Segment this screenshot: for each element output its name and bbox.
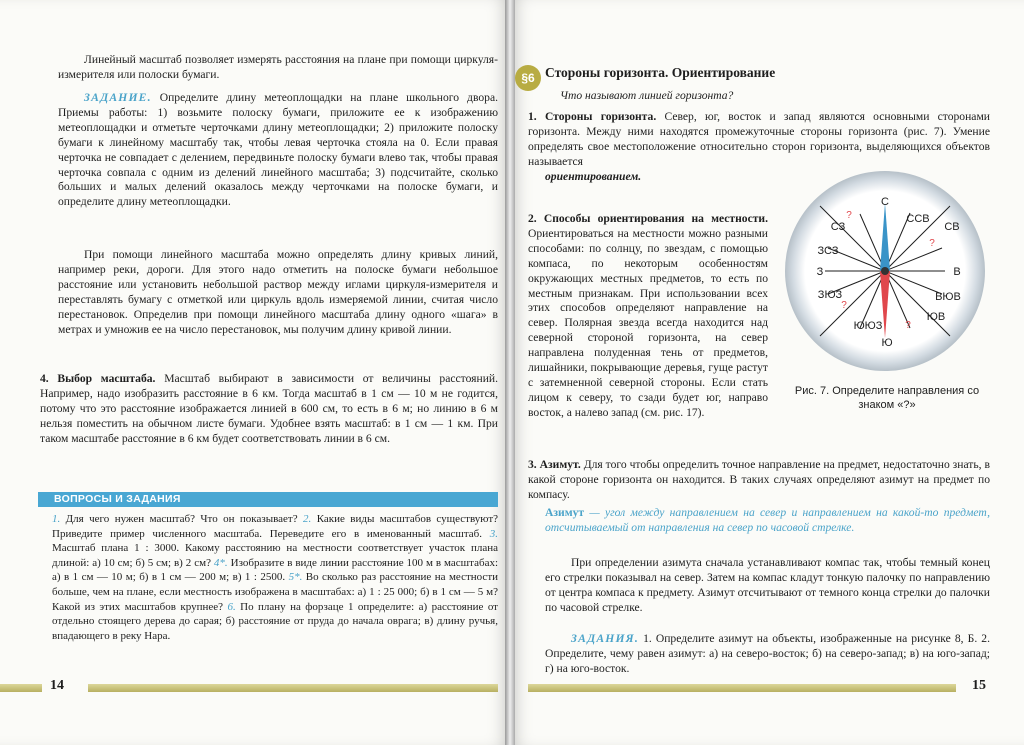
compass-rose-figure <box>780 168 990 380</box>
section-3-text: Для того чтобы определить точное направление на предмет, недостаточно знать, в какой стороне горизонта он находится. В таких случаях определяют азимут на предмет по компасу. <box>528 458 990 501</box>
chapter-title: Стороны горизонта. Ориентирование <box>545 65 776 80</box>
section-2-label: 2. Способы ориентирования на местности. <box>528 212 768 225</box>
question-mark-nnw: ? <box>846 210 852 221</box>
section-3-label: 3. Азимут. <box>528 458 581 471</box>
section-1-text: Север, юг, восток и запад являются основными сторонами горизонта. Между ними находятся промежуточные стороны горизонта (рис. 7). Умение определять свое местоположение относительно сторон горизонта, выделяющихся объектов называется <box>528 110 990 168</box>
label-n: С <box>881 196 889 208</box>
questions-list <box>52 512 498 643</box>
question-text: Во сколько раз расстояние на местности больше, чем на плане, если местность изображена в масштабах: а) 1 : 25 000; б) в 1 см — 5 м? Какой из этих масштабов крупнее? <box>52 571 499 613</box>
label-ssw: ЮЮЗ <box>853 320 883 332</box>
label-s: Ю <box>881 337 893 349</box>
question-number: 4*. <box>213 556 228 569</box>
question-number: 5*. <box>288 571 303 584</box>
question-text: По плану на форзаце 1 определите: а) расстояние от отдельно стоящего дерева до сарая; б) расстояние от пруда до начала оврага; в) длину ручья, впадающего в реку Нара. <box>52 600 498 642</box>
question-number: 3. <box>489 527 499 540</box>
page-number-right: 15 <box>972 678 986 693</box>
book-gutter <box>505 0 515 745</box>
label-wsw: ЗЮЗ <box>817 289 843 301</box>
task-paragraph <box>58 91 498 210</box>
right-tasks-paragraph <box>545 632 990 677</box>
footer-bar-left <box>88 684 498 692</box>
azimuth-definition <box>545 506 990 536</box>
question-mark-sse: ? <box>905 320 911 331</box>
section-3-paragraph <box>528 458 990 503</box>
footer-bar-left-stub <box>0 684 42 692</box>
label-nne: ССВ <box>906 213 930 225</box>
orienting-term: ориентированием. <box>545 170 642 183</box>
section-1-paragraph <box>528 110 990 170</box>
label-wnw: ЗСЗ <box>817 245 839 257</box>
task-text: Определите длину метеоплощадки на плане школьного двора. Приемы работы: 1) возьмите полоску бумаги, приложите ее к изображению метеоплощадки и отметьте черточками длину метеоплощадки; 2) приложите полоску бумаги к линейному масштабу так, чтобы левая черточка стояла на 0. Если правая черточка не совпадает с делением, передвиньте полоску бумаги влево так, чтобы правая черточка совпала с одним из делений линейного масштаба; 3) подсчитайте, сколько больших и малых делений оказалось между черточками на полоске бумаги, и определите длину метеоплощадки. <box>58 91 498 209</box>
label-nw: СЗ <box>830 221 846 233</box>
section-2-paragraph <box>528 212 768 436</box>
question-text: Масштаб плана 1 : 3000. Какому расстоянию на местности соответствует участок плана длиной: а) 10 см; б) 5 см; в) 2 см? <box>52 542 498 569</box>
right-task-label: ЗАДАНИЯ. <box>571 632 639 645</box>
questions-header: ВОПРОСЫ И ЗАДАНИЯ <box>38 492 498 507</box>
compass-usage-paragraph: При определении азимута сначала устанавливают компас так, чтобы темный конец его стрелки показывал на север. Затем на компас кладут тонкую палочку по направлению от центра компаса к предмету. Азимут отсчитывают от темного конца стрелки до палочки по часовой стрелке. <box>545 556 990 614</box>
question-text: Изобразите в виде линии расстояние 100 м в масштабах: а) в 1 см — 10 м; б) в 1 см — 200 м; в) 1 : 2500. <box>52 556 499 584</box>
compass-center <box>881 267 889 275</box>
label-w: З <box>816 266 824 278</box>
question-text: Какие виды масштабов существуют? Приведите пример численного масштаба. Переведите его в именованный масштаб. <box>52 513 499 540</box>
right-task-text: 1. Определите азимут на объекты, изображенные на рисунке 8, Б. 2. Определите, чему равен азимут: а) на северо-восток; б) на северо-запад; в) на юго-запад; г) на юго-восток. <box>545 632 990 675</box>
question-number: 6. <box>227 600 236 613</box>
section-1-continued <box>545 170 775 185</box>
footer-bar-right <box>528 684 956 692</box>
curve-paragraph: При помощи линейного масштаба можно определять длину кривых линий, например реки, дороги. Для этого надо отметить на полоске бумаги небольшое расстояние или установить небольшой раствор между иглами циркуля-измерителя и переставлять бумагу с отметкой или циркуль вдоль измеряемой линии, считая число перестановок. Определив при помощи линейного масштаба длину одного «шага» в метрах и умножив ее на число перестановок, мы получим длину кривой линии. <box>58 248 498 336</box>
section-2-text: Ориентироваться на местности можно разными способами: по солнцу, по звездам, с помощью компаса, по некоторым особенностям окружающих местных предметов, то есть по местным признакам. При использовании всех этих способов определяют направление на север. Полярная звезда всегда находится над северной стороной горизонта, на север направлена полуденная тень от предметов, лишайники, покрывающие деревья, гуще растут с затемненной северной стороны. Если стать лицом к северу, то сзади будет юг, направо восток, а налево запад (см. рис. 17). <box>528 226 768 419</box>
chapter-subtitle: Что называют линией горизонта? <box>560 89 734 102</box>
label-ese: ВЮВ <box>935 291 961 303</box>
label-se: ЮВ <box>926 311 946 323</box>
question-number: 1. <box>52 513 61 525</box>
section-4-text: Масштаб выбирают в зависимости от величины расстояний. Например, надо изобразить расстояние в 6 км. Тогда масштаб в 1 см — 10 м не годится, потому что это расстояние изображается линией в 600 см, то есть в 6 м; но линию в 6 м нельзя поместить на обычном листе бумаги. Удобнее взять масштаб: в 1 см — 1 км. При таком масштабе расстояние в 6 км будет соответствовать линии в 6 см. <box>40 372 499 445</box>
intro-paragraph: Линейный масштаб позволяет измерять расстояния на плане при помощи циркуля-измерителя или полоски бумаги. <box>58 53 498 81</box>
section-4-label: 4. Выбор масштаба. <box>40 372 156 385</box>
figure-caption: Рис. 7. Определите направления со знаком «?» <box>794 385 980 411</box>
page-number-left: 14 <box>50 678 64 693</box>
question-mark-sw: ? <box>841 300 847 311</box>
section-badge: §6 <box>515 65 541 91</box>
left-page <box>0 0 510 745</box>
label-e: В <box>953 266 961 278</box>
section-4-paragraph <box>40 372 498 447</box>
question-text: Для чего нужен масштаб? Что он показывает? <box>65 513 298 525</box>
question-number: 2. <box>303 513 312 525</box>
label-ne: СВ <box>944 221 960 233</box>
question-mark-ene: ? <box>929 238 935 249</box>
section-1-label: 1. Стороны горизонта. <box>528 110 657 123</box>
task-label: ЗАДАНИЕ. <box>84 91 152 104</box>
azimuth-term: Азимут <box>545 506 585 519</box>
azimuth-def-text: — угол между направлением на север и направлением на какой-то предмет, отсчитываемый от направления на север по часовой стрелке. <box>545 506 990 534</box>
